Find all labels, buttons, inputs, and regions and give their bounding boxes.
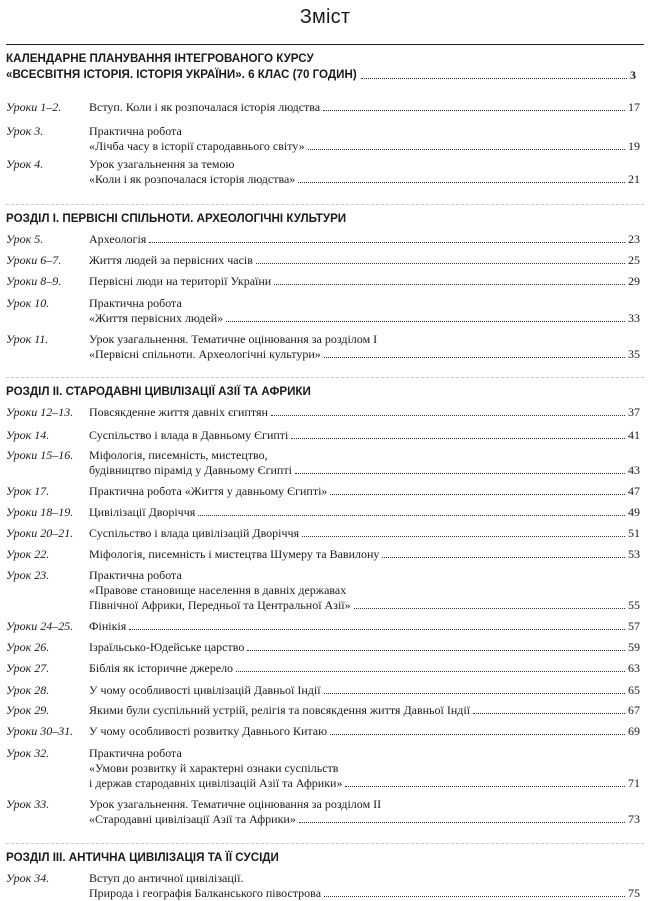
dot-leader	[308, 149, 625, 150]
page-number: 37	[628, 405, 640, 419]
dot-leader	[129, 629, 625, 630]
page-number: 55	[628, 598, 640, 612]
lesson-number: Урок 27.	[6, 661, 50, 675]
lesson-title-line: «Правове становище населення в давніх державах	[89, 583, 347, 597]
lesson-number: Урок 17.	[6, 484, 50, 498]
toc-entry[interactable]	[6, 661, 640, 676]
page-number: 67	[628, 703, 640, 717]
page-number: 73	[628, 812, 640, 826]
toc-entry[interactable]	[6, 683, 640, 698]
lesson-title-text: і держав стародавніх цивілізацій Азії та Африки»	[89, 776, 343, 790]
lesson-number: Уроки 12–13.	[6, 405, 74, 419]
lesson-title	[89, 526, 640, 541]
dot-leader	[298, 182, 625, 183]
lesson-title-text: Цивілізації Дворіччя	[89, 505, 196, 519]
lesson-title-text: будівництво пірамід у Давньому Єгипті	[89, 463, 292, 477]
lesson-number: Урок 29.	[6, 703, 50, 717]
lesson-number: Уроки 6–7.	[6, 253, 62, 267]
lesson-title-line: Урок узагальнення за темою	[89, 157, 235, 171]
toc-entry[interactable]	[6, 100, 640, 115]
lesson-title-line	[89, 253, 640, 268]
intro-heading[interactable]	[6, 51, 636, 83]
page-title: Зміст	[299, 6, 351, 28]
page-number: 49	[628, 505, 640, 519]
lesson-title-line: «Умови розвитку й характерні ознаки суспільств	[89, 761, 339, 775]
lesson-title-text: Практична робота «Життя у давньому Єгипті»	[89, 484, 328, 498]
toc-entry[interactable]	[6, 405, 640, 420]
lesson-title-line	[89, 547, 640, 562]
dot-leader	[382, 557, 625, 558]
lesson-title-text: Суспільство і влада в Давньому Єгипті	[89, 428, 289, 442]
lesson-number: Урок 22.	[6, 547, 50, 561]
lesson-title	[89, 797, 640, 827]
toc-entry[interactable]	[6, 703, 640, 718]
page-number: 59	[628, 640, 640, 654]
dot-leader	[324, 693, 625, 694]
dot-leader	[330, 734, 625, 735]
page-number: 69	[628, 724, 640, 738]
dot-leader	[361, 78, 627, 79]
lesson-number: Уроки 30–31.	[6, 724, 74, 738]
toc-entry[interactable]	[6, 484, 640, 499]
lesson-title	[89, 274, 640, 289]
lesson-title-line	[89, 886, 640, 901]
lesson-title-line: Вступ до античної цивілізації.	[89, 871, 244, 885]
lesson-title-text: Життя людей за первісних часів	[89, 253, 253, 267]
lesson-title-line	[89, 274, 640, 289]
lesson-number: Уроки 24–25.	[6, 619, 74, 633]
lesson-title	[89, 746, 640, 791]
page-number: 23	[628, 232, 640, 246]
lesson-title-text: Ізраїльсько-Юдейське царство	[89, 640, 245, 654]
page-number: 35	[628, 347, 640, 361]
lesson-title-text: Фінікія	[89, 619, 127, 633]
lesson-number: Урок 23.	[6, 568, 50, 582]
lesson-title-text: Міфологія, писемність і мистецтва Шумеру та Вавилону	[89, 547, 380, 561]
page-number: 41	[628, 428, 640, 442]
lesson-title	[89, 405, 640, 420]
lesson-number: Уроки 20–21.	[6, 526, 74, 540]
lesson-title	[89, 253, 640, 268]
dot-leader	[274, 284, 625, 285]
lesson-title	[89, 568, 640, 613]
lesson-title-text: Вступ. Коли і як розпочалася історія людства	[89, 100, 321, 114]
lesson-title	[89, 547, 640, 562]
lesson-title-text: Північної Африки, Передньої та Центральної Азії»	[89, 598, 351, 612]
lesson-title	[89, 296, 640, 326]
toc-entry[interactable]	[6, 547, 640, 562]
toc-entry[interactable]	[6, 296, 640, 326]
lesson-title	[89, 661, 640, 676]
lesson-number: Уроки 15–16.	[6, 448, 74, 462]
lesson-title-text: У чому особливості цивілізацій Давньої Індії	[89, 683, 321, 697]
lesson-title	[89, 484, 640, 499]
lesson-number: Уроки 1–2.	[6, 100, 62, 114]
section-divider	[6, 204, 644, 205]
lesson-title-line	[89, 812, 640, 827]
section-divider	[6, 843, 644, 844]
dot-leader	[271, 415, 625, 416]
lesson-number: Урок 10.	[6, 296, 50, 310]
lesson-title	[89, 332, 640, 362]
page-number: 25	[628, 253, 640, 267]
top-rule	[6, 44, 644, 45]
lesson-number: Урок 34.	[6, 871, 50, 885]
dot-leader	[226, 321, 625, 322]
page-number: 53	[628, 547, 640, 561]
dot-leader	[330, 494, 625, 495]
lesson-number: Уроки 8–9.	[6, 274, 62, 288]
lesson-title-text: У чому особливості розвитку Давнього Китаю	[89, 724, 328, 738]
toc-entry[interactable]	[6, 871, 640, 901]
lesson-title	[89, 619, 640, 634]
section-heading[interactable]: РОЗДІЛ І. ПЕРВІСНІ СПІЛЬНОТИ. АРХЕОЛОГІЧНІ КУЛЬТУРИ	[6, 212, 347, 225]
lesson-title-line	[89, 405, 640, 420]
lesson-title	[89, 871, 640, 901]
lesson-number: Уроки 18–19.	[6, 505, 74, 519]
lesson-title-line	[89, 776, 640, 791]
lesson-number: Урок 14.	[6, 428, 50, 442]
page-number: 57	[628, 619, 640, 633]
lesson-title-line	[89, 703, 640, 718]
toc-entry[interactable]	[6, 332, 640, 362]
lesson-title-text: «Стародавні цивілізації Азії та Африки»	[89, 812, 296, 826]
lesson-title-text: Первісні люди на території України	[89, 274, 272, 288]
lesson-title-text: Суспільство і влада цивілізацій Дворіччя	[89, 526, 300, 540]
toc-entry[interactable]	[6, 797, 640, 827]
intro-heading-line: «ВСЕСВІТНЯ ІСТОРІЯ. ІСТОРІЯ УКРАЇНИ». 6 КЛАС (70 ГОДИН)	[6, 68, 357, 81]
lesson-number: Урок 11.	[6, 332, 49, 346]
page-number: 47	[628, 484, 640, 498]
section-heading[interactable]: РОЗДІЛ ІІ. СТАРОДАВНІ ЦИВІЛІЗАЦІЇ АЗІЇ ТА АФРИКИ	[6, 385, 311, 398]
lesson-number: Урок 33.	[6, 797, 50, 811]
toc-entry[interactable]	[6, 274, 640, 289]
toc-entry[interactable]	[6, 724, 640, 739]
section-heading[interactable]: РОЗДІЛ ІІІ. АНТИЧНА ЦИВІЛІЗАЦІЯ ТА ЇЇ СУСІДИ	[6, 851, 279, 864]
lesson-title-line	[89, 683, 640, 698]
toc-entry[interactable]	[6, 232, 640, 247]
lesson-title-line	[89, 139, 640, 154]
page-number: 43	[628, 463, 640, 477]
page-number: 33	[628, 311, 640, 325]
lesson-title-text: Археологія	[89, 232, 147, 246]
lesson-title-text: Якими були суспільний устрій, релігія та повсякдення життя Давньої Індії	[89, 703, 471, 717]
lesson-title-text: «Життя первісних людей»	[89, 311, 224, 325]
page-number: 51	[628, 526, 640, 540]
lesson-title-line	[89, 505, 640, 520]
lesson-title	[89, 640, 640, 655]
lesson-title-line	[89, 347, 640, 362]
lesson-title	[89, 232, 640, 247]
toc-entry[interactable]	[6, 253, 640, 268]
lesson-title-text: «Первісні спільноти. Археологічні культури»	[89, 347, 321, 361]
lesson-title-line	[89, 640, 640, 655]
lesson-title-text: «Лічба часу в історії стародавнього світу»	[89, 139, 305, 153]
dot-leader	[354, 608, 625, 609]
page-number: 75	[628, 886, 640, 900]
lesson-title	[89, 683, 640, 698]
lesson-title	[89, 157, 640, 187]
page-number: 29	[628, 274, 640, 288]
lesson-title-line	[89, 619, 640, 634]
lesson-title	[89, 124, 640, 154]
page-number: 71	[628, 776, 640, 790]
dot-leader	[247, 650, 625, 651]
lesson-title-line	[89, 598, 640, 613]
lesson-number: Урок 26.	[6, 640, 50, 654]
lesson-title-line	[89, 661, 640, 676]
lesson-number: Урок 4.	[6, 157, 44, 171]
lesson-number: Урок 32.	[6, 746, 50, 760]
toc-entry[interactable]	[6, 526, 640, 541]
lesson-number: Урок 3.	[6, 124, 44, 138]
lesson-title-line: Урок узагальнення. Тематичне оцінювання за розділом І	[89, 332, 378, 346]
toc-entry[interactable]	[6, 448, 640, 478]
page-number: 3	[630, 68, 636, 82]
lesson-title-text: Природа і географія Балканського півострова	[89, 886, 322, 900]
lesson-title-line	[89, 463, 640, 478]
lesson-number: Урок 28.	[6, 683, 50, 697]
toc-entry[interactable]	[6, 428, 640, 443]
lesson-title	[89, 703, 640, 718]
dot-leader	[324, 357, 625, 358]
dot-leader	[302, 536, 625, 537]
dot-leader	[295, 473, 625, 474]
lesson-title-line	[89, 100, 640, 115]
toc-entry[interactable]	[6, 640, 640, 655]
lesson-title-line: Практична робота	[89, 296, 182, 310]
lesson-number: Урок 5.	[6, 232, 44, 246]
toc-entry[interactable]	[6, 124, 640, 154]
lesson-title-line	[89, 232, 640, 247]
lesson-title-line: Практична робота	[89, 124, 182, 138]
lesson-title-line: Міфологія, писемність, мистецтво,	[89, 448, 268, 462]
lesson-title	[89, 448, 640, 478]
toc-entry[interactable]	[6, 568, 640, 613]
toc-entry[interactable]	[6, 746, 640, 791]
dot-leader	[299, 822, 625, 823]
lesson-title-line: Практична робота	[89, 746, 182, 760]
lesson-title-line	[89, 172, 640, 187]
dot-leader	[149, 242, 625, 243]
lesson-title-text: «Коли і як розпочалася історія людства»	[89, 172, 296, 186]
toc-entry[interactable]	[6, 157, 640, 187]
page-number: 21	[628, 172, 640, 186]
toc-entry[interactable]	[6, 505, 640, 520]
lesson-title-line: Урок узагальнення. Тематичне оцінювання за розділом ІІ	[89, 797, 382, 811]
lesson-title-line	[89, 724, 640, 739]
lesson-title-line	[89, 484, 640, 499]
dot-leader	[324, 896, 625, 897]
lesson-title	[89, 100, 640, 115]
intro-heading-line: КАЛЕНДАРНЕ ПЛАНУВАННЯ ІНТЕГРОВАНОГО КУРСУ	[6, 52, 314, 65]
lesson-title-line: Практична робота	[89, 568, 182, 582]
dot-leader	[198, 515, 625, 516]
lesson-title-line	[89, 311, 640, 326]
lesson-title-line	[89, 428, 640, 443]
lesson-title	[89, 505, 640, 520]
dot-leader	[256, 263, 625, 264]
section-divider	[6, 377, 644, 378]
page-number: 19	[628, 139, 640, 153]
lesson-title-text: Біблія як історичне джерело	[89, 661, 234, 675]
dot-leader	[236, 671, 625, 672]
page-number: 17	[628, 100, 640, 114]
lesson-title-line	[89, 526, 640, 541]
toc-entry[interactable]	[6, 619, 640, 634]
dot-leader	[291, 438, 625, 439]
page-number: 65	[628, 683, 640, 697]
lesson-title-text: Повсякденне життя давніх єгиптян	[89, 405, 268, 419]
page-number: 63	[628, 661, 640, 675]
dot-leader	[345, 786, 625, 787]
lesson-title	[89, 724, 640, 739]
dot-leader	[323, 110, 625, 111]
dot-leader	[473, 713, 625, 714]
lesson-title	[89, 428, 640, 443]
